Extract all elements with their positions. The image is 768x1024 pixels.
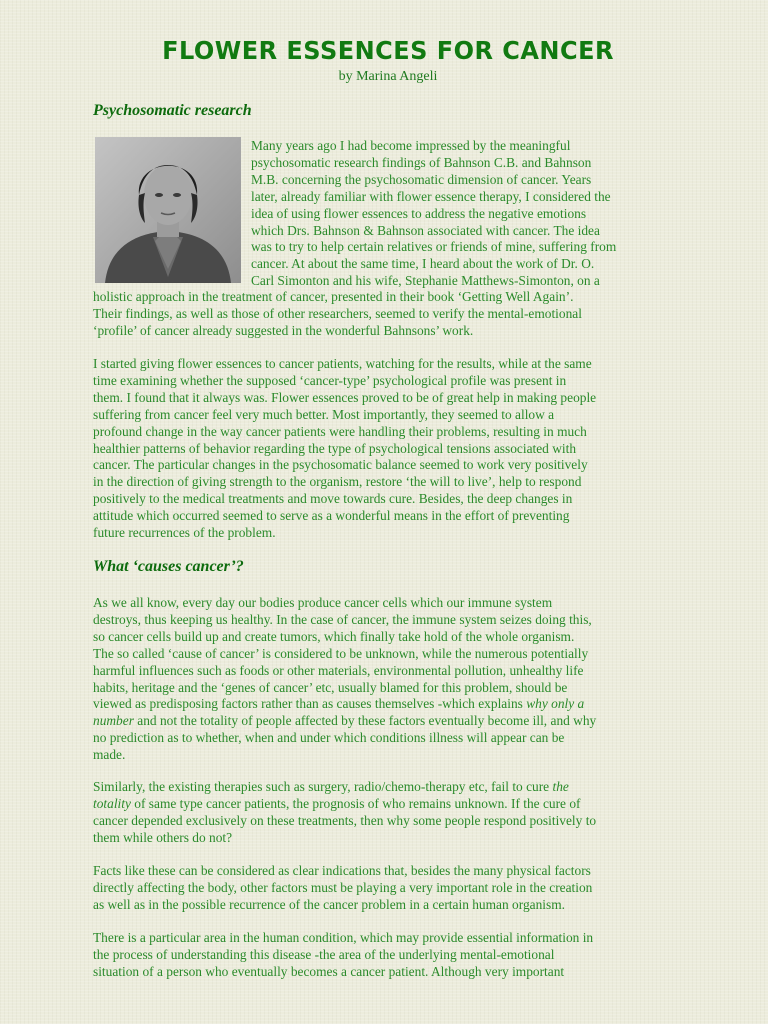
text-line: psychosomatic research findings of Bahnson C.B. and Bahnson bbox=[251, 154, 592, 170]
emphasis-text: why only a bbox=[526, 696, 585, 712]
section-heading-psychosomatic: Psychosomatic research bbox=[93, 102, 252, 119]
emphasis-text: totality bbox=[93, 795, 131, 811]
text-line: positively to the medical treatments and move towards cure. Besides, the deep changes in bbox=[93, 491, 573, 507]
text-line: in the direction of giving strength to the organism, restore ‘the will to live’, help to respond bbox=[93, 474, 582, 490]
text-run: Similarly, the existing therapies such as surgery, radio/chemo-therapy etc, fail to cure bbox=[93, 779, 553, 794]
text-line: The so called ‘cause of cancer’ is considered to be unknown, while the numerous potentially bbox=[93, 645, 589, 661]
text-line: harmful influences such as foods or other materials, environmental pollution, unhealthy life bbox=[93, 662, 584, 678]
text-line: them. I found that it always was. Flower essences proved to be of great help in making people bbox=[93, 389, 597, 405]
text-run: and not the totality of people affected by these factors eventually become ill, and why bbox=[133, 713, 597, 729]
paragraph-immune-system bbox=[93, 595, 683, 764]
text-line: so cancer cells build up and create tumors, which finally take hold of the whole organism. bbox=[93, 628, 575, 644]
text-line: time examining whether the supposed ‘cancer-type’ psychological profile was present in bbox=[93, 372, 567, 388]
text-line bbox=[93, 696, 683, 713]
paragraph-indications bbox=[93, 863, 683, 914]
text-line: I started giving flower essences to cancer patients, watching for the results, while at the same bbox=[93, 356, 592, 371]
text-line: no prediction as to whether, when and under which conditions illness will appear can be bbox=[93, 730, 565, 746]
text-line: cancer. At about the same time, I heard about the work of Dr. O. bbox=[251, 256, 595, 272]
text-line: directly affecting the body, other factors must be playing a very important role in the creation bbox=[93, 879, 593, 895]
text-line: ‘profile’ of cancer already suggested in the wonderful Bahnsons’ work. bbox=[93, 322, 474, 338]
text-line: later, already familiar with flower essence therapy, I considered the bbox=[251, 188, 611, 204]
text-line: Many years ago I had become impressed by the meaningful bbox=[251, 138, 571, 153]
section-heading-causes: What ‘causes cancer’? bbox=[93, 558, 244, 575]
text-line: Their findings, as well as those of other researchers, seemed to verify the mental-emotional bbox=[93, 305, 582, 321]
text-line: profound change in the way cancer patients were handling their problems, resulting in much bbox=[93, 423, 587, 439]
text-line: As we all know, every day our bodies produce cancer cells which our immune system bbox=[93, 595, 553, 610]
emphasis-text: the bbox=[552, 779, 569, 794]
paragraph-intro-continued bbox=[93, 289, 683, 340]
text-line bbox=[93, 779, 683, 796]
text-line: was to try to help certain relatives or friends of mine, suffering from bbox=[251, 239, 617, 255]
text-line: healthier patterns of behavior regarding the type of psychological tensions associated with bbox=[93, 440, 577, 456]
document-title: FLOWER ESSENCES FOR CANCER bbox=[162, 36, 614, 65]
paragraph-therapies bbox=[93, 779, 683, 847]
text-line: destroys, thus keeping us healthy. In the case of cancer, the immune system seizes doing this, bbox=[93, 611, 592, 627]
text-run: viewed as predisposing factors rather than as causes themselves -which explains bbox=[93, 696, 527, 712]
text-line: as well as in the possible recurrence of the cancer problem in a certain human organism. bbox=[93, 896, 565, 912]
author-byline: by Marina Angeli bbox=[338, 69, 438, 84]
paragraph-intro-wrapped bbox=[251, 138, 683, 290]
text-line: cancer depended exclusively on these treatments, then why some people respond positively to bbox=[93, 812, 597, 828]
text-line: Facts like these can be considered as clear indications that, besides the many physical factors bbox=[93, 863, 591, 878]
text-line: idea of using flower essences to address the negative emotions bbox=[251, 205, 587, 221]
text-line: Carl Simonton and his wife, Stephanie Matthews-Simonton, on a bbox=[251, 273, 600, 289]
text-line: them while others do not? bbox=[93, 829, 233, 845]
text-line: which Drs. Bahnson & Bahnson associated with cancer. The idea bbox=[251, 222, 600, 238]
text-line: situation of a person who eventually becomes a cancer patient. Although very important bbox=[93, 963, 565, 979]
emphasis-text: number bbox=[93, 713, 134, 729]
text-line: holistic approach in the treatment of cancer, presented in their book ‘Getting Well Again’. bbox=[93, 289, 574, 304]
text-line bbox=[93, 796, 683, 813]
text-line bbox=[93, 713, 683, 730]
text-line: cancer. The particular changes in the psychosomatic balance seemed to work very positively bbox=[93, 457, 588, 473]
text-line: the process of understanding this disease -the area of the underlying mental-emotional bbox=[93, 946, 555, 962]
text-line: habits, heritage and the ‘genes of cancer’ etc, usually blamed for this problem, should be bbox=[93, 679, 568, 695]
text-line: made. bbox=[93, 747, 126, 763]
text-line: M.B. concerning the psychosomatic dimension of cancer. Years bbox=[251, 171, 592, 187]
text-line: attitude which occurred seemed to serve as a wonderful means in the effort of preventing bbox=[93, 508, 570, 524]
text-line: There is a particular area in the human condition, which may provide essential information in bbox=[93, 930, 594, 945]
paragraph-patients bbox=[93, 356, 683, 542]
paragraph-human-condition bbox=[93, 930, 683, 981]
text-line: future recurrences of the problem. bbox=[93, 525, 276, 541]
author-photo bbox=[95, 137, 241, 283]
text-line: suffering from cancer feel very much better. Most importantly, they seemed to allow a bbox=[93, 406, 555, 422]
text-run: of same type cancer patients, the prognosis of who remains unknown. If the cure of bbox=[130, 795, 581, 811]
